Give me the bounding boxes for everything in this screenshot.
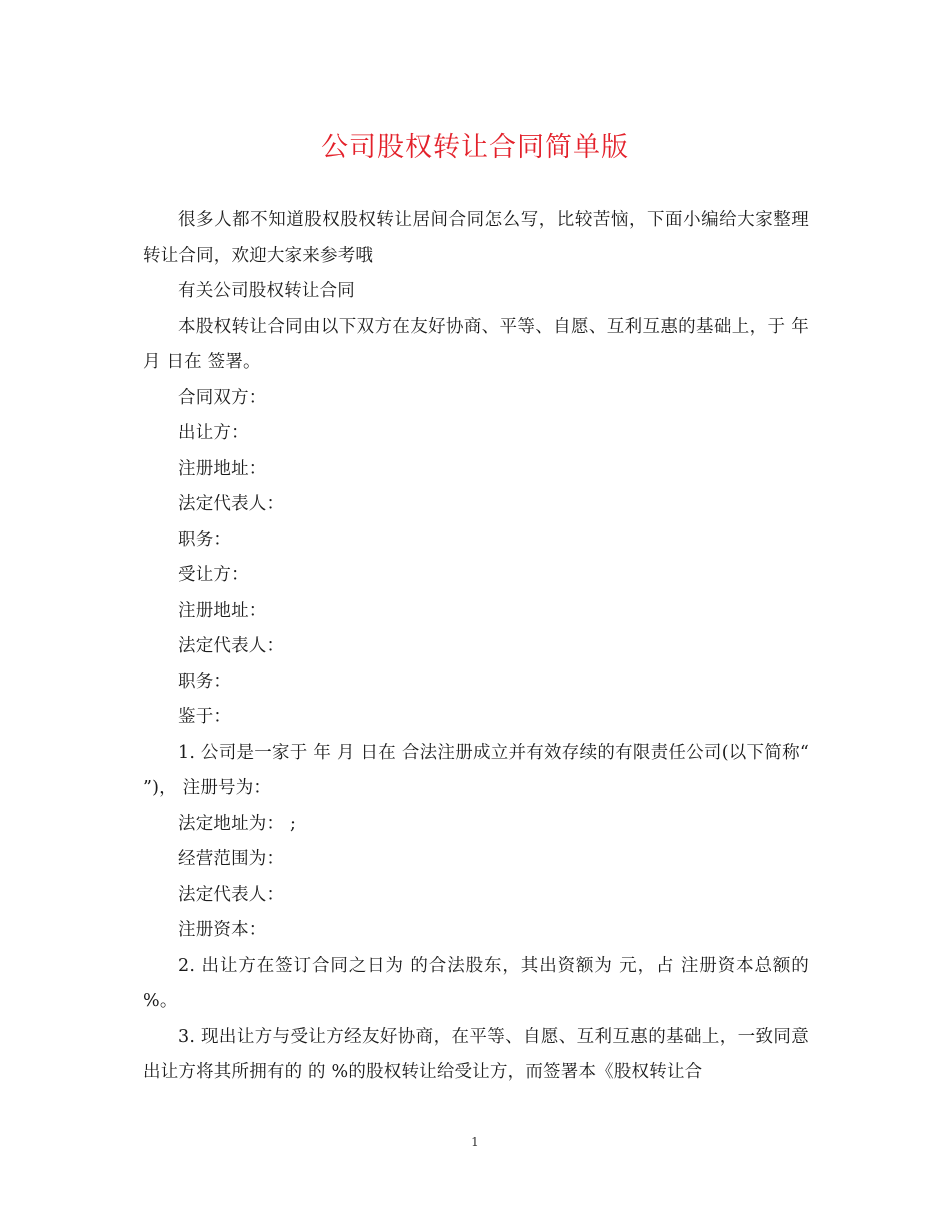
document-title: 公司股权转让合同简单版 [321,132,629,163]
legal-address-label: 法定地址为： ; [178,813,297,834]
transferor-label: 出让方： [178,423,249,443]
page-number: 1 [471,1135,479,1149]
clause-1: 1. 公司是一家于 年 月 日在 合法注册成立并有效存续的有限责任公司(以下简称“ ”)， 注册号为： [143,742,809,798]
document-body [143,203,809,1091]
company-representative-label: 法定代表人： [178,884,285,905]
intro-paragraph: 很多人都不知道股权股权转让居间合同怎么写，比较苦恼，下面小编给大家整理转让合同，欢迎大家来参考哦 [143,210,809,266]
business-scope-label: 经营范围为： [178,849,285,869]
transferee-representative-label: 法定代表人： [178,636,285,656]
contract-preamble: 本股权转让合同由以下双方在友好协商、平等、自愿、互利互惠的基础上，于 年 月 日在 签署。 [143,316,809,372]
transferor-position-label: 职务： [178,529,232,550]
parties-label: 合同双方： [178,387,267,408]
registered-capital-label: 注册资本： [178,920,267,940]
section-heading: 有关公司股权转让合同 [178,281,355,301]
transferee-address-label: 注册地址： [178,600,267,621]
transferor-address-label: 注册地址： [178,458,267,479]
transferee-position-label: 职务： [178,671,232,692]
clause-3: 3. 现出让方与受让方经友好协商，在平等、自愿、互利互惠的基础上，一致同意出让方将其所拥有的 的 %的股权转让给受让方，而签署本《股权转让合 [143,1026,809,1082]
transferor-representative-label: 法定代表人： [178,494,285,514]
whereas-label: 鉴于： [178,707,232,727]
transferee-label: 受让方： [178,565,249,585]
clause-2: 2. 出让方在签订合同之日为 的合法股东，其出资额为 元，占 注册资本总额的 %。 [143,955,809,1011]
